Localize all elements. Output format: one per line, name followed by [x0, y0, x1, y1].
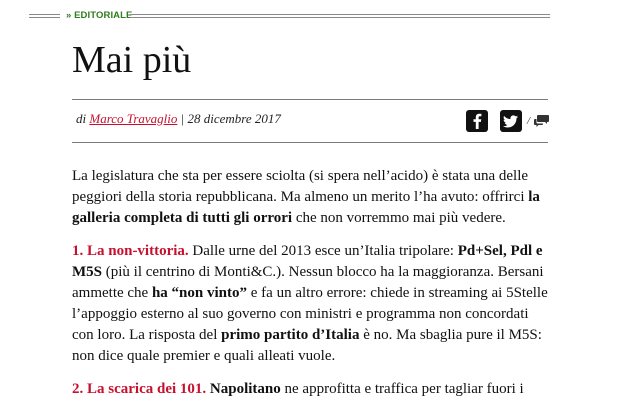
- paragraph-2: [72, 241, 550, 367]
- byline-date-separator: |: [177, 111, 188, 126]
- paragraph-3: [72, 379, 550, 400]
- twitter-icon: [503, 115, 518, 128]
- byline: [76, 111, 281, 127]
- facebook-icon: [471, 113, 483, 129]
- paragraph-text: (più il centrino di Monti&C.). Nessun blocco ha la maggioranza. Bersani ammette che: [72, 264, 544, 301]
- comments-button[interactable]: [534, 115, 549, 127]
- byline-rule-bottom: [72, 142, 548, 143]
- byline-rule-top: [72, 99, 548, 100]
- paragraph-heading: 1. La non-vittoria.: [72, 243, 189, 259]
- byline-date: 28 dicembre 2017: [187, 111, 281, 126]
- article-body: [72, 166, 550, 412]
- section-rule-right: [130, 14, 550, 18]
- paragraph-heading: 2. La scarica dei 101.: [72, 381, 207, 397]
- twitter-share-button[interactable]: [500, 110, 522, 132]
- paragraph-bold-text: Pd+Sel, Pdl e M5S: [72, 243, 543, 280]
- paragraph-text: Dalle urne del 2013 esce un’Italia tripolare:: [188, 243, 458, 259]
- paragraph-1: [72, 166, 550, 229]
- comments-icon: [534, 115, 549, 127]
- section-label[interactable]: » EDITORIALE: [66, 10, 133, 21]
- section-header: [29, 11, 550, 21]
- share-separator: /: [526, 115, 530, 127]
- author-link[interactable]: Marco Travaglio: [89, 111, 178, 126]
- share-bar: [466, 110, 549, 132]
- paragraph-bold-text: la galleria completa di tutti gli orrori: [72, 189, 540, 226]
- paragraph-text: che non vorremmo mai più vedere.: [292, 210, 506, 226]
- byline-prefix: di: [76, 111, 90, 126]
- paragraph-bold-text: ha “non vinto”: [151, 285, 248, 301]
- article-title: Mai più: [72, 39, 192, 81]
- paragraph-text: La legislatura che sta per essere sciolta (si spera nell’acido) è stata una delle peggiori della storia repubblicana. Ma almeno un merito l’ha avuto: offrirci: [72, 168, 529, 205]
- paragraph-bold-text: primo partito d’Italia: [221, 327, 360, 343]
- paragraph-text: e fa un altro errore: chiede in streaming ai 5Stelle l’appoggio esterno al suo governo con ministri e programma non concordati con loro. La risposta del: [72, 285, 548, 343]
- paragraph-bold-text: Napolitano: [209, 381, 281, 397]
- facebook-share-button[interactable]: [466, 110, 488, 132]
- paragraph-text: è no. Ma sbaglia pure il M5S: non dice quale premier e quali alleati vuole.: [72, 327, 542, 364]
- paragraph-text: ne approfitta e traffica per tagliar fuori i: [280, 381, 524, 397]
- section-rule-left: [29, 14, 60, 18]
